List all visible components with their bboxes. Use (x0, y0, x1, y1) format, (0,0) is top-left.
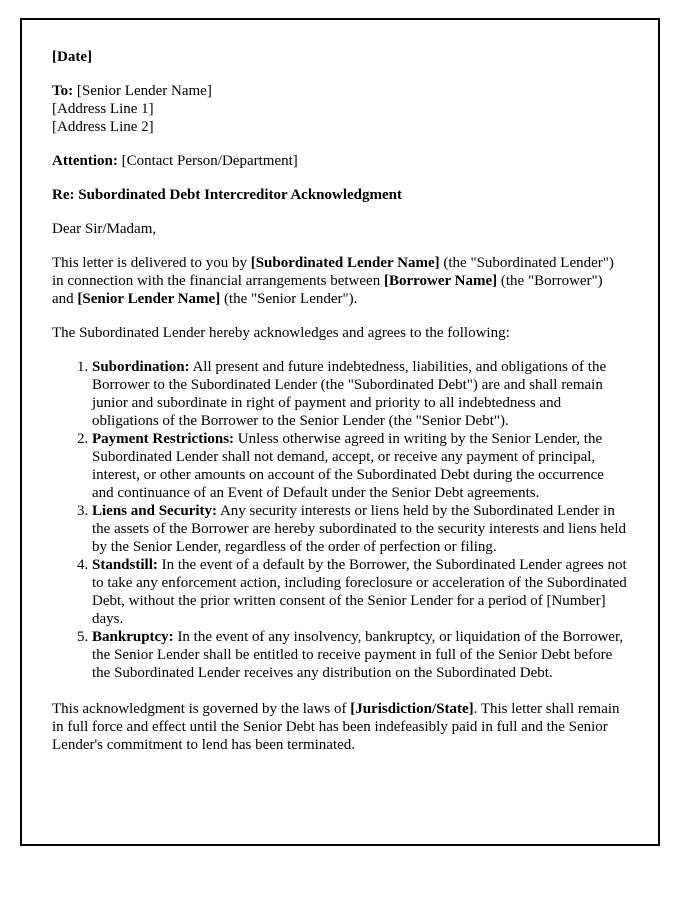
term-item-subordination (92, 358, 628, 430)
term-body: In the event of any insolvency, bankruptcy, or liquidation of the Borrower, the Senior Lender shall be entitled to receive payment in full of the Senior Debt before the Subordinated Lender receives any distribution on the Subordinated Debt. (92, 629, 624, 681)
term-body: All present and future indebtedness, liabilities, and obligations of the Borrower to the Subordinated Lender (the "Subordinated Debt") are and shall remain junior and subordinate in right of payment and priority to all indebtedness and obligations of the Borrower to the Senior Lender (the "Senior Debt"). (92, 359, 607, 429)
to-line: To: [Senior Lender Name] (52, 83, 212, 99)
term-title: Payment Restrictions: (92, 431, 235, 447)
term-item-standstill (92, 556, 628, 628)
closing-paragraph: This acknowledgment is governed by the laws of [Jurisdiction/State]. This letter shall remain in full force and effect until the Senior Debt has been indefeasibly paid in full and the Senior Lender's commitment to lend has been terminated. (52, 701, 620, 753)
term-body: Any security interests or liens held by the Subordinated Lender in the assets of the Borrower are hereby subordinated to the security interests and liens held by the Senior Lender, regardless of the order of perfection or filing. (92, 503, 627, 555)
salutation: Dear Sir/Madam, (52, 221, 157, 237)
subject-line: Re: Subordinated Debt Intercreditor Acknowledgment (52, 187, 402, 203)
agreement-intro: The Subordinated Lender hereby acknowledges and agrees to the following: (52, 325, 510, 341)
term-item-liens-and-security (92, 502, 628, 556)
intro-paragraph: This letter is delivered to you by [Subordinated Lender Name] (the "Subordinated Lender") in connection with the financial arrangements between [Borrower Name] (the "Borrower") and [Senior Lender Name] (the "Senior Lender"). (52, 255, 614, 307)
letter-frame (20, 18, 660, 846)
term-body: In the event of a default by the Borrower, the Subordinated Lender agrees not to take any enforcement action, including foreclosure or acceleration of the Subordinated Debt, without the prior written consent of the Senior Lender for a period of [Number] days. (92, 557, 627, 627)
term-body: Unless otherwise agreed in writing by the Senior Lender, the Subordinated Lender shall not demand, accept, or receive any payment of principal, interest, or other amounts on account of the Subordinated Debt during the occurrence and continuance of an Event of Default under the Senior Debt agreements. (92, 431, 604, 501)
recipient-block (52, 82, 628, 136)
term-title: Standstill: (92, 557, 158, 573)
term-title: Liens and Security: (92, 503, 218, 519)
attention-line: Attention: [Contact Person/Department] (52, 153, 298, 169)
date-placeholder: [Date] (52, 49, 92, 65)
terms-list (52, 358, 628, 682)
term-item-bankruptcy (92, 628, 628, 682)
term-title: Subordination: (92, 359, 190, 375)
term-title: Bankruptcy: (92, 629, 174, 645)
address-line-1: [Address Line 1] (52, 101, 154, 117)
address-line-2: [Address Line 2] (52, 119, 154, 135)
letter-body (52, 48, 628, 754)
term-item-payment-restrictions (92, 430, 628, 502)
